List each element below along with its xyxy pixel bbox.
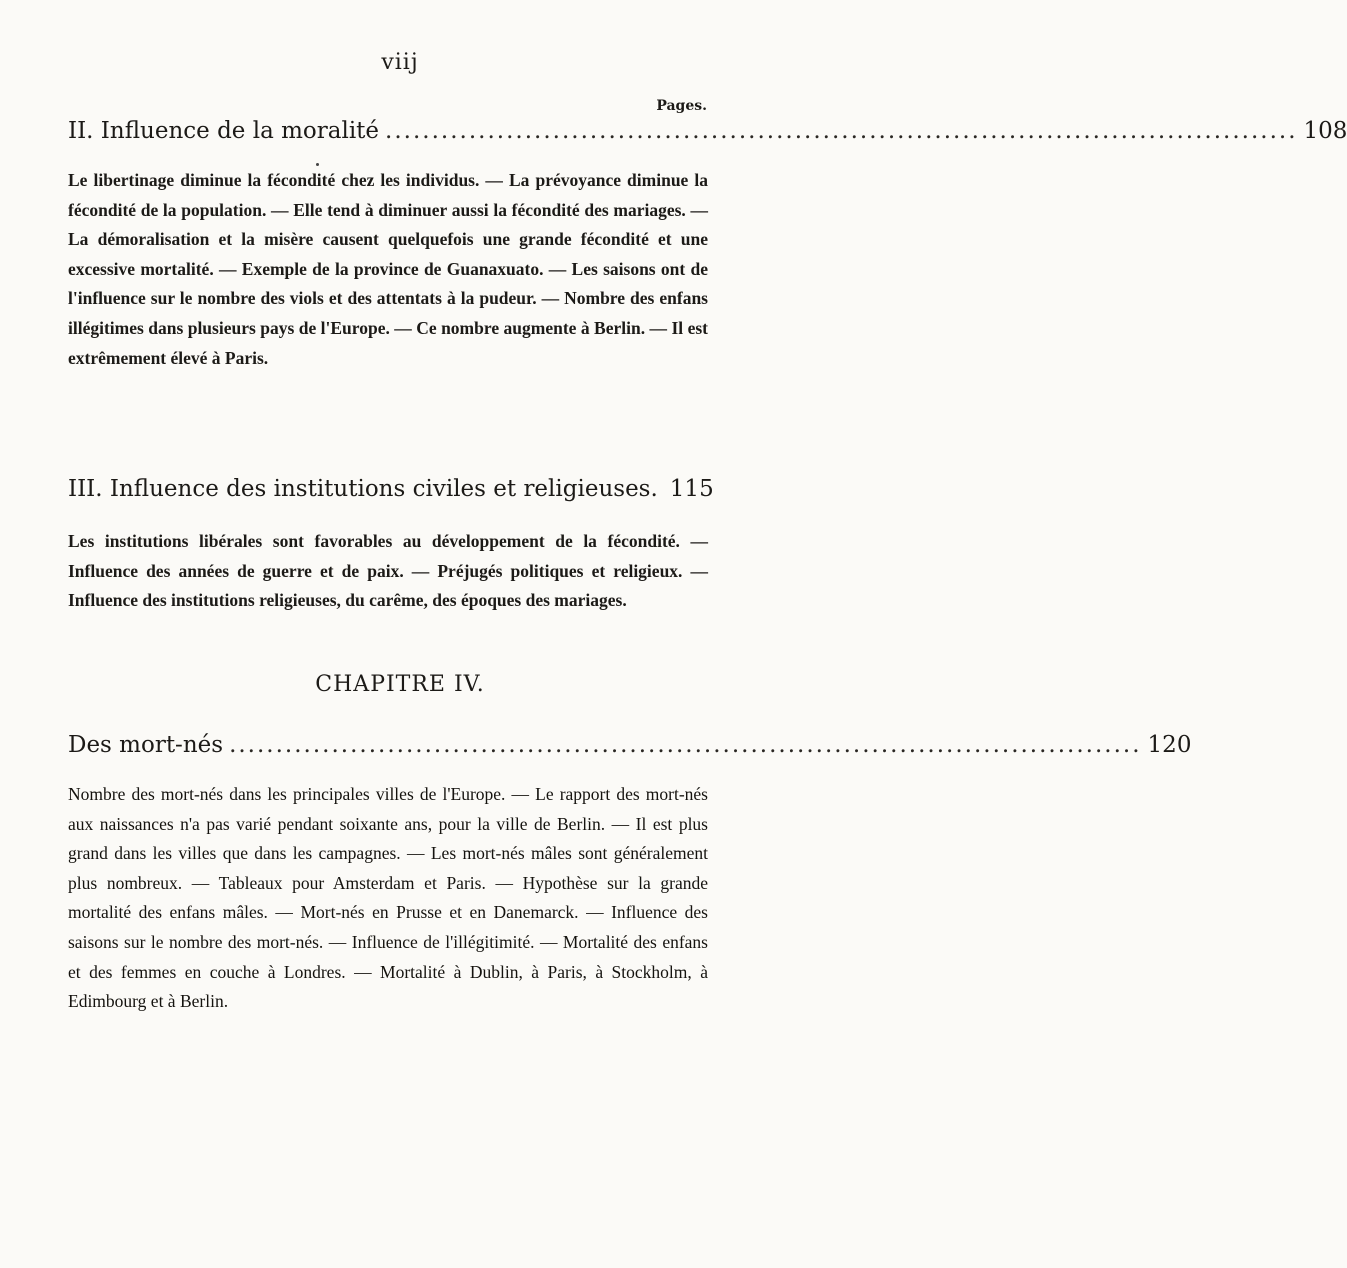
pages-column-label: Pages.	[656, 98, 707, 114]
section-summary: Les institutions libérales sont favorables au développement de la fécondité. — Influence des années de guerre et de paix. — Préjugés politiques et religieux. — Influence des institutions religieuses, du carême, des époques des mariages.	[68, 531, 708, 611]
page-folio: viij	[381, 50, 419, 75]
leader-dots: ..................................................................................................	[385, 118, 1298, 144]
leader-dots: ..................................................................................................	[229, 732, 1142, 758]
toc-entry-moralite	[68, 118, 1347, 144]
toc-entry-mort-nes	[68, 732, 1192, 758]
chapter-heading: CHAPITRE IV.	[315, 672, 485, 697]
section-summary: Le libertinage diminue la fécondité chez les individus. — La prévoyance diminue la fécondité de la population. — Elle tend à diminuer aussi la fécondité des mariages. — La démoralisation et la misère causent quelquefois une grande fécondité et une excessive mortalité. — Exemple de la province de Guanaxuato. — Les saisons ont de l'influence sur le nombre des viols et des attentats à la pudeur. — Nombre des enfans illégitimes dans plusieurs pays de l'Europe. — Ce nombre augmente à Berlin. — Il est extrêmement élevé à Paris.	[68, 170, 708, 368]
toc-entry-page: 115	[669, 476, 714, 502]
toc-entry-page: 108	[1303, 118, 1347, 144]
toc-entry-title: II. Influence de la moralité	[68, 118, 380, 144]
section-summary: Nombre des mort-nés dans les principales villes de l'Europe. — Le rapport des mort-nés aux naissances n'a pas varié pendant soixante ans, pour la ville de Berlin. — Il est plus grand dans les villes que dans les campagnes. — Les mort-nés mâles sont généralement plus nombreux. — Tableaux pour Amsterdam et Paris. — Hypothèse sur la grande mortalité des enfans mâles. — Mort-nés en Prusse et en Danemarck. — Influence des saisons sur le nombre des mort-nés. — Influence de l'illégitimité. — Mortalité des enfans et des femmes en couche à Londres. — Mortalité à Dublin, à Paris, à Stockholm, à Edimbourg et à Berlin.	[68, 784, 708, 1012]
toc-entry-title: III. Influence des institutions civiles et religieuses.	[68, 476, 658, 502]
toc-entry-title: Des mort-nés	[68, 732, 224, 758]
toc-entry-page: 120	[1147, 732, 1192, 758]
toc-entry-institutions	[68, 476, 714, 502]
